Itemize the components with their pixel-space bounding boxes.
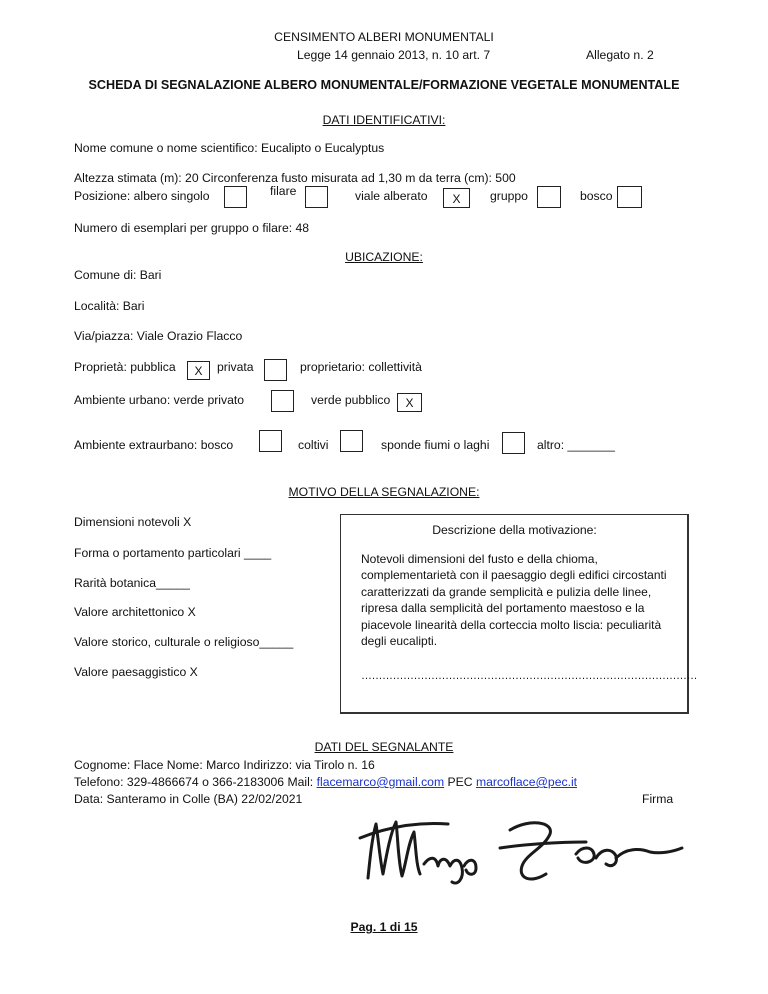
- localita: Località: Bari: [74, 299, 145, 313]
- checkbox-verde-privato[interactable]: [271, 390, 294, 412]
- extra-urban-label: Ambiente extraurbano: bosco: [74, 438, 234, 452]
- attachment-label: Allegato n. 2: [586, 48, 654, 62]
- checkbox-sponde[interactable]: [502, 432, 525, 454]
- phone-text: Telefono: 329-4866674 o 366-2183006 Mail:: [74, 775, 317, 789]
- tree-measures: Altezza stimata (m): 20 Circonferenza fusto misurata ad 1,30 m da terra (cm): 500: [74, 171, 516, 185]
- urban-public-label: verde pubblico: [311, 393, 391, 407]
- motive-item: Forma o portamento particolari ____: [74, 546, 272, 560]
- option-viale-label: viale alberato: [355, 189, 428, 203]
- property-private-label: privata: [217, 360, 254, 374]
- specimen-count: Numero di esemplari per gruppo o filare: 48: [74, 221, 310, 235]
- motive-item: Valore storico, culturale o religioso_____: [74, 635, 294, 649]
- motivation-text: Notevoli dimensioni del fusto e della chioma, complementarietà con il paesaggio degli edifici circostanti caratterizzati da grande semplicità e pulizia delle linee, ripresa dalla semplicità del portamento maestoso e la piacevole linearità della corteccia molto liscia: peculiarità degli eucalipti.: [361, 552, 667, 649]
- form-title: SCHEDA DI SEGNALAZIONE ALBERO MONUMENTALE/FORMAZIONE VEGETALE MONUMENTALE: [88, 78, 680, 92]
- via-piazza: Via/piazza: Viale Orazio Flacco: [74, 329, 243, 343]
- date-line: Data: Santeramo in Colle (BA) 22/02/2021: [74, 792, 303, 806]
- checkbox-privata[interactable]: [264, 359, 287, 381]
- motive-item: Valore architettonico X: [74, 605, 196, 619]
- pec-link[interactable]: marcoflace@pec.it: [475, 775, 578, 789]
- comune: Comune di: Bari: [74, 268, 162, 282]
- signature-image: [350, 808, 690, 900]
- motivation-box-title: Descrizione della motivazione:: [432, 523, 597, 537]
- checkbox-coltivi[interactable]: [340, 430, 363, 452]
- pec-label: PEC: [444, 775, 476, 789]
- page-number: Pag. 1 di 15: [350, 920, 418, 934]
- checkbox-bosco[interactable]: [617, 186, 642, 208]
- checkbox-gruppo[interactable]: [537, 186, 561, 208]
- checkbox-bosco-extra[interactable]: [259, 430, 282, 452]
- signature-label: Firma: [642, 792, 674, 806]
- tree-name: Nome comune o nome scientifico: Eucalipto o Eucalyptus: [74, 141, 385, 155]
- option-bosco-label: bosco: [580, 189, 613, 203]
- header-title: CENSIMENTO ALBERI MONUMENTALI: [274, 30, 494, 44]
- extra-sponde-label: sponde fiumi o laghi: [381, 438, 490, 452]
- option-gruppo-label: gruppo: [490, 189, 528, 203]
- property-label: Proprietà: pubblica: [74, 360, 176, 374]
- checkbox-filare[interactable]: [305, 186, 328, 208]
- reporter-identity: Cognome: Flace Nome: Marco Indirizzo: via Tirolo n. 16: [74, 758, 375, 772]
- motivation-dots: ……………………………………………………………………………………: [361, 670, 697, 682]
- checkbox-verde-pubblico[interactable]: X: [397, 393, 422, 412]
- motive-item: Rarità botanica_____: [74, 576, 190, 590]
- extra-coltivi-label: coltivi: [298, 438, 329, 452]
- motive-item: Valore paesaggistico X: [74, 665, 198, 679]
- motivation-description-box: [340, 514, 697, 714]
- law-reference: Legge 14 gennaio 2013, n. 10 art. 7: [297, 48, 491, 62]
- urban-env-label: Ambiente urbano: verde privato: [74, 393, 245, 407]
- checkbox-albero-singolo[interactable]: [224, 186, 247, 208]
- section-heading-location: UBICAZIONE:: [345, 250, 423, 264]
- checkbox-pubblica[interactable]: X: [187, 361, 210, 380]
- reporter-contacts: [74, 775, 577, 789]
- checkbox-viale-alberato[interactable]: X: [443, 188, 470, 208]
- option-filare-label: filare: [270, 184, 297, 198]
- position-label: Posizione: albero singolo: [74, 189, 210, 203]
- motive-item: Dimensioni notevoli X: [74, 515, 192, 529]
- owner: proprietario: collettività: [300, 360, 422, 374]
- extra-altro: altro: _______: [537, 438, 615, 452]
- section-heading-identification: DATI IDENTIFICATIVI:: [322, 113, 446, 127]
- email-link[interactable]: flacemarco@gmail.com: [316, 775, 445, 789]
- section-heading-reporter: DATI DEL SEGNALANTE: [314, 740, 454, 754]
- section-heading-motive: MOTIVO DELLA SEGNALAZIONE:: [288, 485, 480, 499]
